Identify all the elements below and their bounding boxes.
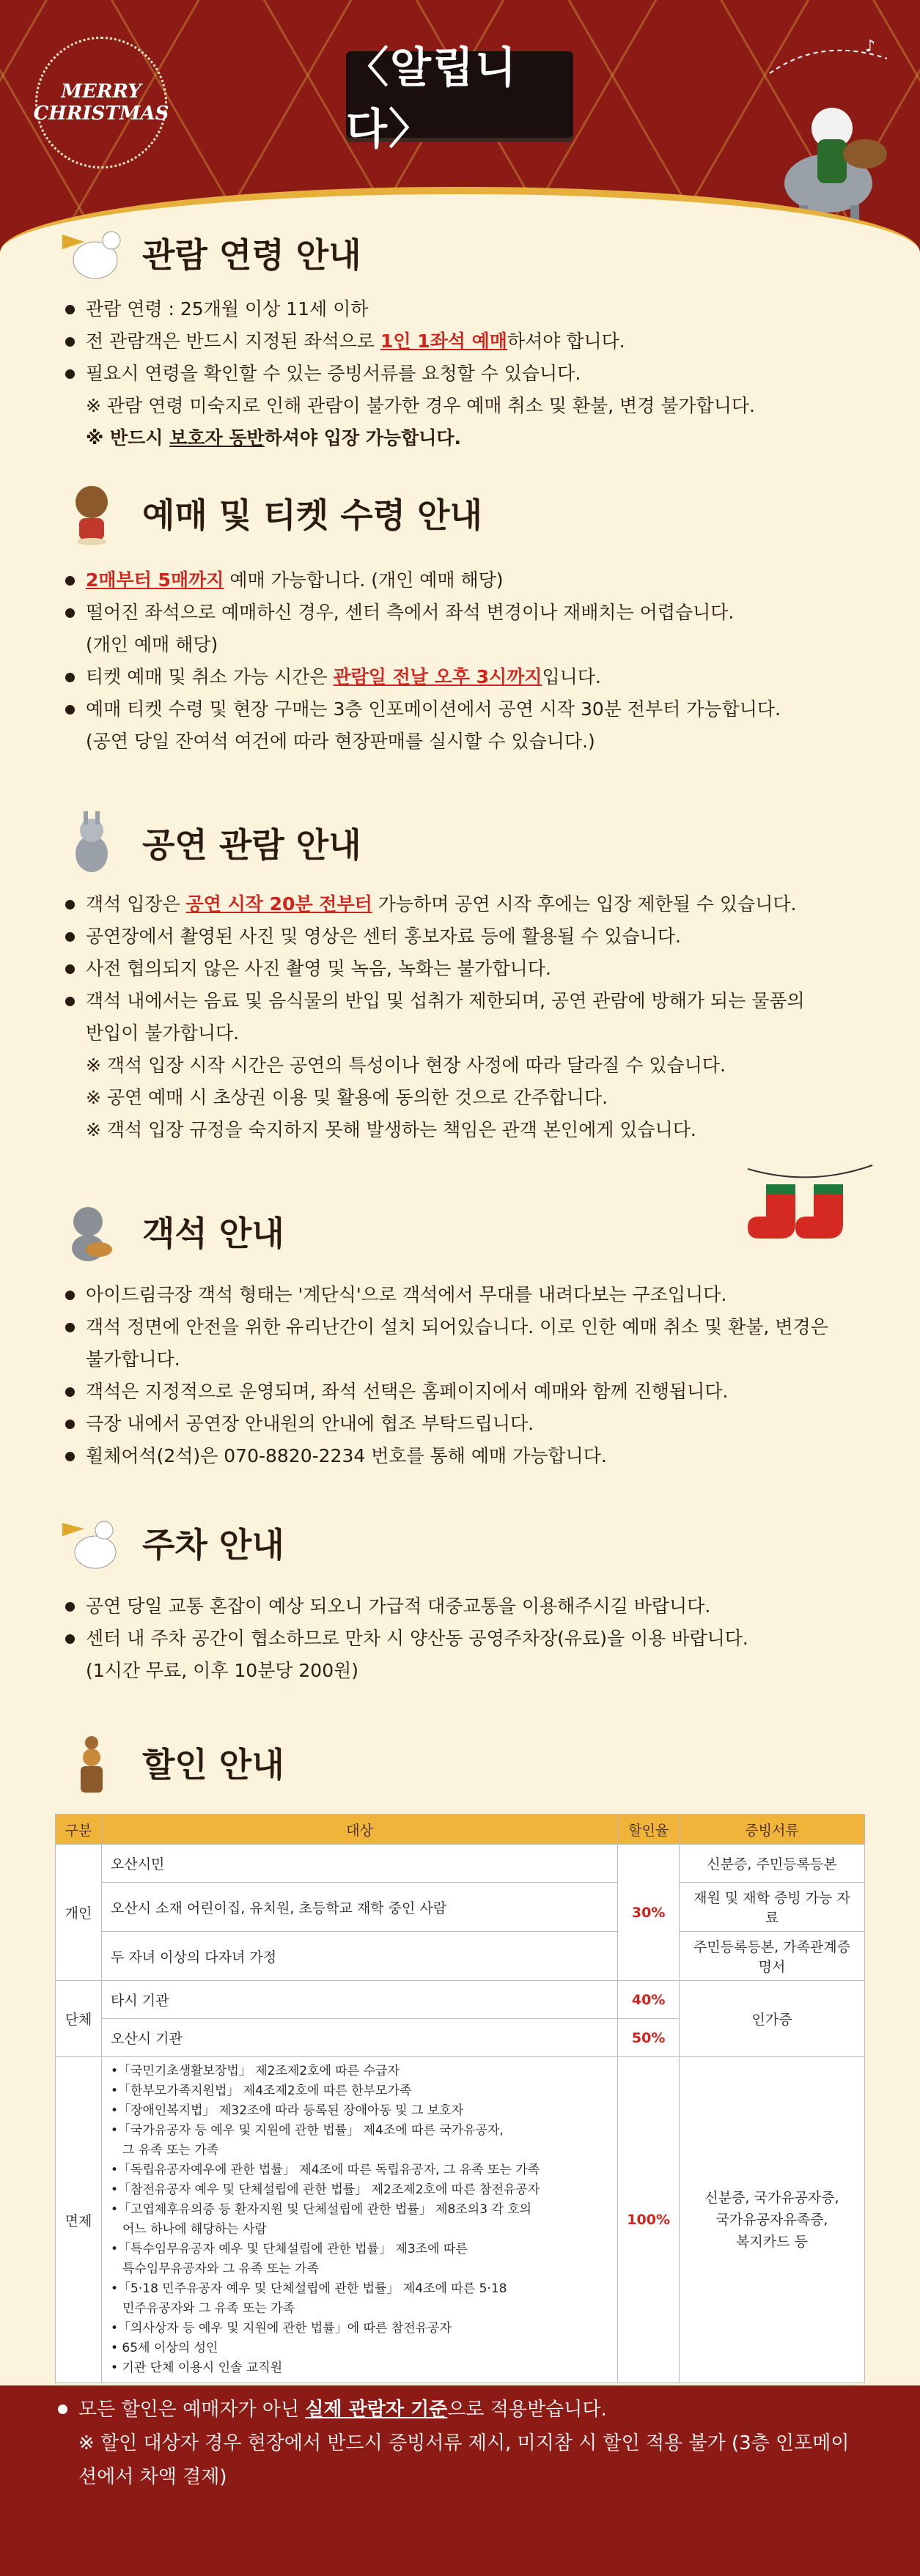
column-header: 구분 [56,1815,102,1845]
target-cell [102,2057,618,2383]
page-title-plate [346,43,573,154]
doc-cell: 신분증, 국가유공자증, 국가유공자유족증, 복지카드 등 [680,2057,865,2383]
section-title: 예매 및 티켓 수령 안내 [142,495,482,535]
table-header-row [56,1815,865,1845]
section-parking-header [59,1510,284,1576]
rate-cell: 100% [618,2057,680,2383]
exemption-item: •「한부모가족지원법」 제4조제2호에 따른 한부모가족 [111,2084,412,2098]
exemption-item: •「국가유공자 등 예우 및 지원에 관한 법률」 제4조에 따른 국가유공자, [111,2123,504,2138]
table-row [56,1981,865,2019]
target-cell: 오산시민 [102,1845,618,1883]
column-header: 증빙서류 [680,1815,865,1845]
wreath-text-2: CHRISTMAS [33,103,169,125]
rate-cell: 30% [618,1845,680,1981]
list-item-cont: 반입이 불가합니다. [86,1022,240,1044]
target-cell: 두 자녀 이상의 다자녀 가정 [102,1932,618,1981]
section-title: 할인 안내 [142,1745,284,1785]
exemption-item: •「고엽제후유의증 등 환자지원 및 단체설립에 관한 법률」 제8조의3 각 호의 [111,2202,532,2217]
list-note: 션에서 차액 결제) [78,2466,227,2488]
group-cell: 개인 [56,1845,102,1981]
section-title: 객석 안내 [142,1214,284,1253]
page-title: 〈알립니다〉 [346,43,518,154]
target-cell: 오산시 소재 어린이집, 유치원, 초등학교 재학 중인 사람 [102,1883,618,1932]
list-item: 아이드림극장 객석 형태는 '계단식'으로 객석에서 무대를 내려다보는 구조입니다. [62,1279,876,1311]
list-item: 예매 티켓 수령 및 현장 구매는 3층 인포메이션에서 공연 시작 30분 전부터 가능합니다. [62,693,869,726]
list-item: 공연장에서 촬영된 사진 및 영상은 센터 홍보자료 등에 활용될 수 있습니다. [62,920,876,953]
list-note: ※ 공연 예매 시 초상권 이용 및 활용에 동의한 것으로 간주합니다. [86,1087,608,1108]
group-cell: 면제 [56,2057,102,2383]
table-row [56,2057,865,2383]
list-item: 센터 내 주차 공간이 협소하므로 만차 시 양산동 공영주차장(유료)을 이용 바랍니다. [62,1623,876,1655]
section-age-header [59,220,361,286]
exemption-item: •「특수임무유공자 예우 및 단체설립에 관한 법률」 제3조에 따른 [111,2242,468,2256]
exemption-item: •「5·18 민주유공자 예우 및 단체설립에 관한 법률」 제4조에 따른 5·18 [111,2281,507,2296]
list-item: 전 관람객은 반드시 지정된 좌석으로 1인 1좌석 예매하셔야 합니다. [62,325,869,358]
list-item: 객석은 지정적으로 운영되며, 좌석 선택은 홈페이지에서 예매와 함께 진행됩니다. [62,1376,876,1408]
column-header: 대상 [102,1815,618,1845]
svg-text:♪: ♪ [865,37,876,56]
list-item: 필요시 연령을 확인할 수 있는 증빙서류를 요청할 수 있습니다. [62,358,869,390]
group-cell: 단체 [56,1981,102,2057]
exemption-item: •「의사상자 등 예우 및 지원에 관한 법률」에 따른 참전유공자 [111,2321,452,2336]
exemption-item: 그 유족 또는 가족 [122,2143,219,2158]
list-item-cont: (1시간 무료, 이후 10분당 200원) [86,1660,359,1681]
doc-cell: 인가증 [680,1981,865,2057]
rate-cell: 50% [618,2019,680,2057]
dog-drummer-icon [59,480,125,546]
section-title: 공연 관람 안내 [142,825,361,865]
list-item: 극장 내에서 공연장 안내원의 안내에 협조 부탁드립니다. [62,1408,876,1440]
doc-cell: 주민등록등본, 가족관계증명서 [680,1932,865,1981]
exemption-item: •「장애인복지법」 제32조에 따라 등록된 장애아동 및 그 보호자 [111,2103,464,2118]
list-note: ※ 할인 대상자 경우 현장에서 반드시 증빙서류 제시, 미지참 시 할인 적용 불가 (3층 인포메이 [78,2432,850,2454]
header [0,0,920,191]
section-seat-list [62,1279,876,1472]
exemption-item: •「참전유공자 예우 및 단체설립에 관한 법률」 제2조제2호에 따른 참전유공자 [111,2182,540,2197]
exemption-item: •「국민기초생활보장법」 제2조제2호에 따른 수급자 [111,2064,400,2078]
table-row [56,1883,865,1932]
list-note: ※ 객석 입장 시작 시간은 공연의 특성이나 현장 사정에 따라 달라질 수 있습니다. [86,1055,726,1076]
section-title: 주차 안내 [142,1525,284,1565]
list-item: 2매부터 5매까지 예매 가능합니다. (개인 예매 해당) [62,564,869,597]
list-item: 티켓 예매 및 취소 가능 시간은 관람일 전날 오후 3시까지입니다. [62,661,869,693]
table-row [56,1932,865,1981]
list-item: 객석 입장은 공연 시작 20분 전부터 가능하며 공연 시작 후에는 입장 제한될 수 있습니다. [62,888,876,920]
list-item: 사전 협의되지 않은 사진 촬영 및 녹음, 녹화는 불가합니다. [62,953,876,985]
goose-trumpet-icon [59,1510,125,1576]
discount-table [55,1814,865,2383]
wreath-text-1: MERRY [61,81,141,103]
column-header: 할인율 [618,1815,680,1845]
list-note: ※ 관람 연령 미숙지로 인해 관람이 불가한 경우 예매 취소 및 환불, 변경 불가합니다. [86,395,755,416]
exemption-item: • 기관 단체 이용시 인솔 교직원 [111,2361,283,2375]
section-parking-list [62,1590,876,1687]
exemption-item: 어느 하나에 해당하는 사람 [122,2222,267,2237]
list-item: 객석 정면에 안전을 위한 유리난간이 설치 되어있습니다. 이로 인한 예매 취소 및 환불, 변경은 [62,1311,876,1343]
list-item: 떨어진 좌석으로 예매하신 경우, 센터 측에서 좌석 변경이나 재배치는 어렵습니다. [62,597,869,629]
target-cell: 타시 기관 [102,1981,618,2019]
list-item-cont: (공연 당일 잔여석 여건에 따라 현장판매를 실시할 수 있습니다.) [86,731,595,752]
list-item: 모든 할인은 예매자가 아닌 실제 관람자 기준으로 적용받습니다. [55,2393,891,2426]
exemption-item: 특수임무유공자와 그 유족 또는 가족 [122,2262,319,2276]
list-item: 관람 연령 : 25개월 이상 11세 이하 [62,293,869,325]
exemption-item: •「독립유공자예우에 관한 법률」 제4조에 따른 독립유공자, 그 유족 또는 가족 [111,2163,540,2177]
footer-notes [55,2393,891,2494]
section-age-list [62,293,869,454]
doc-cell: 신분증, 주민등록등본 [680,1845,865,1883]
section-performance-header [59,810,361,876]
list-note: ※ 반드시 보호자 동반하셔야 입장 가능합니다. [86,427,462,449]
list-item: 객석 내에서는 음료 및 음식물의 반입 및 섭취가 제한되며, 공연 관람에 방해가 되는 물품의 [62,985,876,1017]
exemption-item: 민주유공자와 그 유족 또는 가족 [122,2301,295,2316]
section-ticket-list [62,564,869,758]
christmas-socks-icon [744,1158,876,1261]
section-performance-list [62,888,876,1146]
section-ticket-header [59,480,482,546]
exemption-item: • 65세 이상의 성인 [111,2341,218,2355]
rate-cell: 40% [618,1981,680,2019]
list-item: 공연 당일 교통 혼잡이 예상 되오니 가급적 대중교통을 이용해주시길 바랍니다. [62,1590,876,1623]
doc-cell: 재원 및 재학 증빙 가능 자료 [680,1883,865,1932]
target-cell: 오산시 기관 [102,2019,618,2057]
list-note: ※ 객석 입장 규정을 숙지하지 못해 발생하는 책임은 관객 본인에게 있습니다. [86,1119,696,1140]
list-item: 휠체어석(2석)은 070-8820-2234 번호를 통해 예매 가능합니다. [62,1440,876,1472]
table-row [56,1845,865,1883]
section-discount-header [59,1730,284,1796]
list-item-cont: (개인 예매 해당) [86,634,218,655]
section-seat-header [59,1198,284,1264]
section-title: 관람 연령 안내 [142,235,361,275]
cat-guitar-icon [59,1198,125,1264]
goose-trumpet-icon [59,220,125,286]
merry-christmas-wreath-icon [35,37,167,169]
donkey-icon [59,810,125,876]
list-item-cont: 불가합니다. [86,1348,180,1370]
animal-stack-icon [59,1730,125,1796]
